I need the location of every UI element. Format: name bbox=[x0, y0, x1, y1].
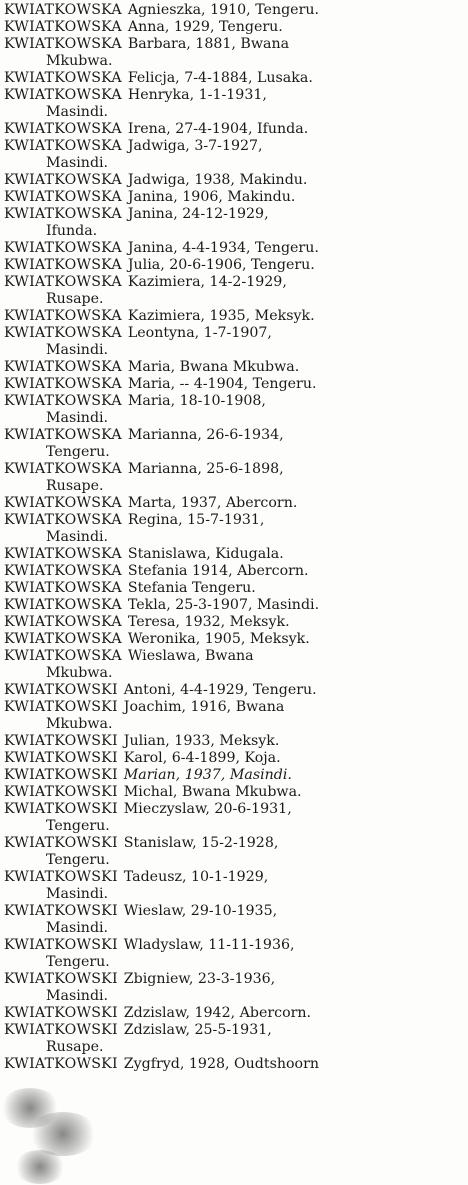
surname: KWIATKOWSKA bbox=[4, 189, 122, 205]
list-item bbox=[4, 750, 466, 767]
entry-details: Tadeusz, 10-1-1929, bbox=[123, 869, 269, 885]
list-item bbox=[4, 461, 466, 478]
entry-details: Masindi. bbox=[46, 410, 109, 426]
surname: KWIATKOWSKA bbox=[4, 580, 122, 596]
surname: KWIATKOWSKA bbox=[4, 206, 122, 222]
list-item-continuation bbox=[4, 342, 466, 359]
list-item-continuation bbox=[4, 478, 466, 495]
list-item bbox=[4, 70, 466, 87]
list-item bbox=[4, 206, 466, 223]
list-item bbox=[4, 835, 466, 852]
list-item-continuation bbox=[4, 852, 466, 869]
entry-details: Wieslaw, 29-10-1935, bbox=[123, 903, 278, 919]
surname: KWIATKOWSKA bbox=[4, 359, 122, 375]
list-item bbox=[4, 801, 466, 818]
ink-smudge bbox=[14, 1150, 66, 1184]
surname: KWIATKOWSKA bbox=[4, 512, 122, 528]
list-item bbox=[4, 597, 466, 614]
entry-details: Rusape. bbox=[46, 478, 104, 494]
entry-details: Marta, 1937, Abercorn. bbox=[127, 495, 298, 511]
entry-details: Tengeru. bbox=[46, 444, 110, 460]
entry-details: Julian, 1933, Meksyk. bbox=[123, 733, 280, 749]
entry-details: Masindi. bbox=[46, 104, 109, 120]
entry-details: Kazimiera, 14-2-1929, bbox=[127, 274, 287, 290]
entry-details: Tekla, 25-3-1907, Masindi. bbox=[127, 597, 320, 613]
entry-details: Masindi. bbox=[46, 886, 109, 902]
entry-details: Masindi. bbox=[46, 529, 109, 545]
surname: KWIATKOWSKA bbox=[4, 427, 122, 443]
list-item bbox=[4, 172, 466, 189]
surname: KWIATKOWSKA bbox=[4, 597, 122, 613]
surname: KWIATKOWSKI bbox=[4, 767, 118, 783]
entry-details: Zygfryd, 1928, Oudtshoorn bbox=[123, 1056, 319, 1072]
list-item bbox=[4, 733, 466, 750]
entry-details: Antoni, 4-4-1929, Tengeru. bbox=[123, 682, 317, 698]
entry-details: Masindi. bbox=[46, 155, 109, 171]
list-item-continuation bbox=[4, 716, 466, 733]
list-item bbox=[4, 19, 466, 36]
surname: KWIATKOWSKA bbox=[4, 308, 122, 324]
entry-details: Janina, 4-4-1934, Tengeru. bbox=[127, 240, 319, 256]
surname: KWIATKOWSKA bbox=[4, 70, 122, 86]
entry-details: Barbara, 1881, Bwana bbox=[127, 36, 290, 52]
list-item-continuation bbox=[4, 155, 466, 172]
entry-details: Masindi. bbox=[46, 988, 109, 1004]
entry-details: Mkubwa. bbox=[46, 53, 113, 69]
entry-details: Kazimiera, 1935, Meksyk. bbox=[127, 308, 315, 324]
entry-details: Mkubwa. bbox=[46, 716, 113, 732]
list-item-continuation bbox=[4, 954, 466, 971]
list-item-continuation bbox=[4, 1039, 466, 1056]
list-item-continuation bbox=[4, 665, 466, 682]
surname: KWIATKOWSKI bbox=[4, 971, 118, 987]
list-item-continuation bbox=[4, 291, 466, 308]
name-list bbox=[4, 2, 466, 1073]
entry-details: Tengeru. bbox=[46, 818, 110, 834]
list-item-continuation bbox=[4, 223, 466, 240]
surname: KWIATKOWSKA bbox=[4, 257, 122, 273]
list-item bbox=[4, 495, 466, 512]
ink-smudge bbox=[28, 1112, 98, 1156]
entry-details: Henryka, 1-1-1931, bbox=[127, 87, 267, 103]
surname: KWIATKOWSKI bbox=[4, 937, 118, 953]
surname: KWIATKOWSKA bbox=[4, 546, 122, 562]
surname: KWIATKOWSKI bbox=[4, 903, 118, 919]
surname: KWIATKOWSKA bbox=[4, 495, 122, 511]
surname: KWIATKOWSKA bbox=[4, 376, 122, 392]
entry-details: Felicja, 7-4-1884, Lusaka. bbox=[127, 70, 313, 86]
list-item bbox=[4, 325, 466, 342]
ink-smudge bbox=[0, 1088, 60, 1128]
entry-details: Tengeru. bbox=[46, 852, 110, 868]
surname: KWIATKOWSKI bbox=[4, 801, 118, 817]
surname: KWIATKOWSKA bbox=[4, 2, 122, 18]
surname: KWIATKOWSKA bbox=[4, 240, 122, 256]
entry-details: Agnieszka, 1910, Tengeru. bbox=[127, 2, 319, 18]
surname: KWIATKOWSKI bbox=[4, 784, 118, 800]
entry-details: Regina, 15-7-1931, bbox=[127, 512, 265, 528]
entry-details: Janina, 1906, Makindu. bbox=[127, 189, 296, 205]
list-item bbox=[4, 699, 466, 716]
surname: KWIATKOWSKA bbox=[4, 172, 122, 188]
entry-details: Zbigniew, 23-3-1936, bbox=[123, 971, 276, 987]
entry-details: Masindi. bbox=[46, 920, 109, 936]
entry-details: Zdzislaw, 25-5-1931, bbox=[123, 1022, 272, 1038]
entry-details: Stefania Tengeru. bbox=[127, 580, 256, 596]
surname: KWIATKOWSKA bbox=[4, 325, 122, 341]
entry-details: Jadwiga, 1938, Makindu. bbox=[127, 172, 308, 188]
surname: KWIATKOWSKI bbox=[4, 1056, 118, 1072]
list-item bbox=[4, 2, 466, 19]
entry-details: Wieslawa, Bwana bbox=[127, 648, 254, 664]
entry-details: Stanislaw, 15-2-1928, bbox=[123, 835, 279, 851]
surname: KWIATKOWSKA bbox=[4, 138, 122, 154]
entry-details: Weronika, 1905, Meksyk. bbox=[127, 631, 310, 647]
list-item bbox=[4, 767, 466, 784]
entry-details: Jadwiga, 3-7-1927, bbox=[127, 138, 263, 154]
entry-details: Masindi. bbox=[46, 342, 109, 358]
entry-details: Zdzislaw, 1942, Abercorn. bbox=[123, 1005, 312, 1021]
surname: KWIATKOWSKA bbox=[4, 563, 122, 579]
surname: KWIATKOWSKI bbox=[4, 1005, 118, 1021]
surname: KWIATKOWSKA bbox=[4, 19, 122, 35]
list-item bbox=[4, 512, 466, 529]
list-item bbox=[4, 308, 466, 325]
surname: KWIATKOWSKA bbox=[4, 648, 122, 664]
list-item bbox=[4, 869, 466, 886]
list-item bbox=[4, 121, 466, 138]
entry-details: Marian, 1937, Masindi. bbox=[123, 767, 292, 783]
surname: KWIATKOWSKI bbox=[4, 869, 118, 885]
entry-details: Irena, 27-4-1904, Ifunda. bbox=[127, 121, 309, 137]
entry-details: Joachim, 1916, Bwana bbox=[123, 699, 285, 715]
entry-details: Janina, 24-12-1929, bbox=[127, 206, 269, 222]
entry-details: Rusape. bbox=[46, 1039, 104, 1055]
list-item bbox=[4, 937, 466, 954]
list-item bbox=[4, 138, 466, 155]
list-item bbox=[4, 784, 466, 801]
list-item bbox=[4, 546, 466, 563]
list-item bbox=[4, 189, 466, 206]
entry-details: Maria, -- 4-1904, Tengeru. bbox=[127, 376, 317, 392]
list-item bbox=[4, 1022, 466, 1039]
list-item-continuation bbox=[4, 529, 466, 546]
surname: KWIATKOWSKA bbox=[4, 614, 122, 630]
list-item bbox=[4, 971, 466, 988]
entry-details: Rusape. bbox=[46, 291, 104, 307]
list-item bbox=[4, 563, 466, 580]
entry-details: Wladyslaw, 11-11-1936, bbox=[123, 937, 295, 953]
surname: KWIATKOWSKI bbox=[4, 1022, 118, 1038]
entry-details: Marianna, 26-6-1934, bbox=[127, 427, 284, 443]
entry-details: Teresa, 1932, Meksyk. bbox=[127, 614, 290, 630]
list-item bbox=[4, 427, 466, 444]
list-item-continuation bbox=[4, 53, 466, 70]
surname: KWIATKOWSKA bbox=[4, 121, 122, 137]
entry-details: Stefania 1914, Abercorn. bbox=[127, 563, 309, 579]
surname: KWIATKOWSKI bbox=[4, 750, 118, 766]
list-item bbox=[4, 903, 466, 920]
list-item bbox=[4, 393, 466, 410]
entry-details: Leontyna, 1-7-1907, bbox=[127, 325, 272, 341]
entry-details: Marianna, 25-6-1898, bbox=[127, 461, 284, 477]
entry-details: Ifunda. bbox=[46, 223, 98, 239]
list-item-continuation bbox=[4, 410, 466, 427]
entry-details: Stanislawa, Kidugala. bbox=[127, 546, 284, 562]
list-item-continuation bbox=[4, 104, 466, 121]
surname: KWIATKOWSKA bbox=[4, 87, 122, 103]
list-item bbox=[4, 274, 466, 291]
list-item bbox=[4, 682, 466, 699]
list-item-continuation bbox=[4, 444, 466, 461]
surname: KWIATKOWSKA bbox=[4, 274, 122, 290]
list-item bbox=[4, 87, 466, 104]
entry-details: Mieczyslaw, 20-6-1931, bbox=[123, 801, 292, 817]
list-item bbox=[4, 257, 466, 274]
list-item bbox=[4, 631, 466, 648]
entry-details: Maria, 18-10-1908, bbox=[127, 393, 266, 409]
list-item bbox=[4, 648, 466, 665]
surname: KWIATKOWSKI bbox=[4, 699, 118, 715]
list-item bbox=[4, 1005, 466, 1022]
entry-details: Julia, 20-6-1906, Tengeru. bbox=[127, 257, 315, 273]
list-item bbox=[4, 580, 466, 597]
surname: KWIATKOWSKA bbox=[4, 461, 122, 477]
entry-details: Karol, 6-4-1899, Koja. bbox=[123, 750, 281, 766]
list-item-continuation bbox=[4, 818, 466, 835]
entry-details: Mkubwa. bbox=[46, 665, 113, 681]
surname: KWIATKOWSKA bbox=[4, 631, 122, 647]
surname: KWIATKOWSKA bbox=[4, 36, 122, 52]
entry-details: Maria, Bwana Mkubwa. bbox=[127, 359, 300, 375]
list-item-continuation bbox=[4, 988, 466, 1005]
surname: KWIATKOWSKI bbox=[4, 733, 118, 749]
list-item-continuation bbox=[4, 886, 466, 903]
entry-details: Anna, 1929, Tengeru. bbox=[127, 19, 283, 35]
list-item bbox=[4, 376, 466, 393]
list-item-continuation bbox=[4, 920, 466, 937]
list-item bbox=[4, 359, 466, 376]
list-item bbox=[4, 36, 466, 53]
surname: KWIATKOWSKI bbox=[4, 835, 118, 851]
surname: KWIATKOWSKA bbox=[4, 393, 122, 409]
surname: KWIATKOWSKI bbox=[4, 682, 118, 698]
list-item bbox=[4, 1056, 466, 1073]
entry-details: Michal, Bwana Mkubwa. bbox=[123, 784, 302, 800]
entry-details: Tengeru. bbox=[46, 954, 110, 970]
list-item bbox=[4, 240, 466, 257]
list-item bbox=[4, 614, 466, 631]
